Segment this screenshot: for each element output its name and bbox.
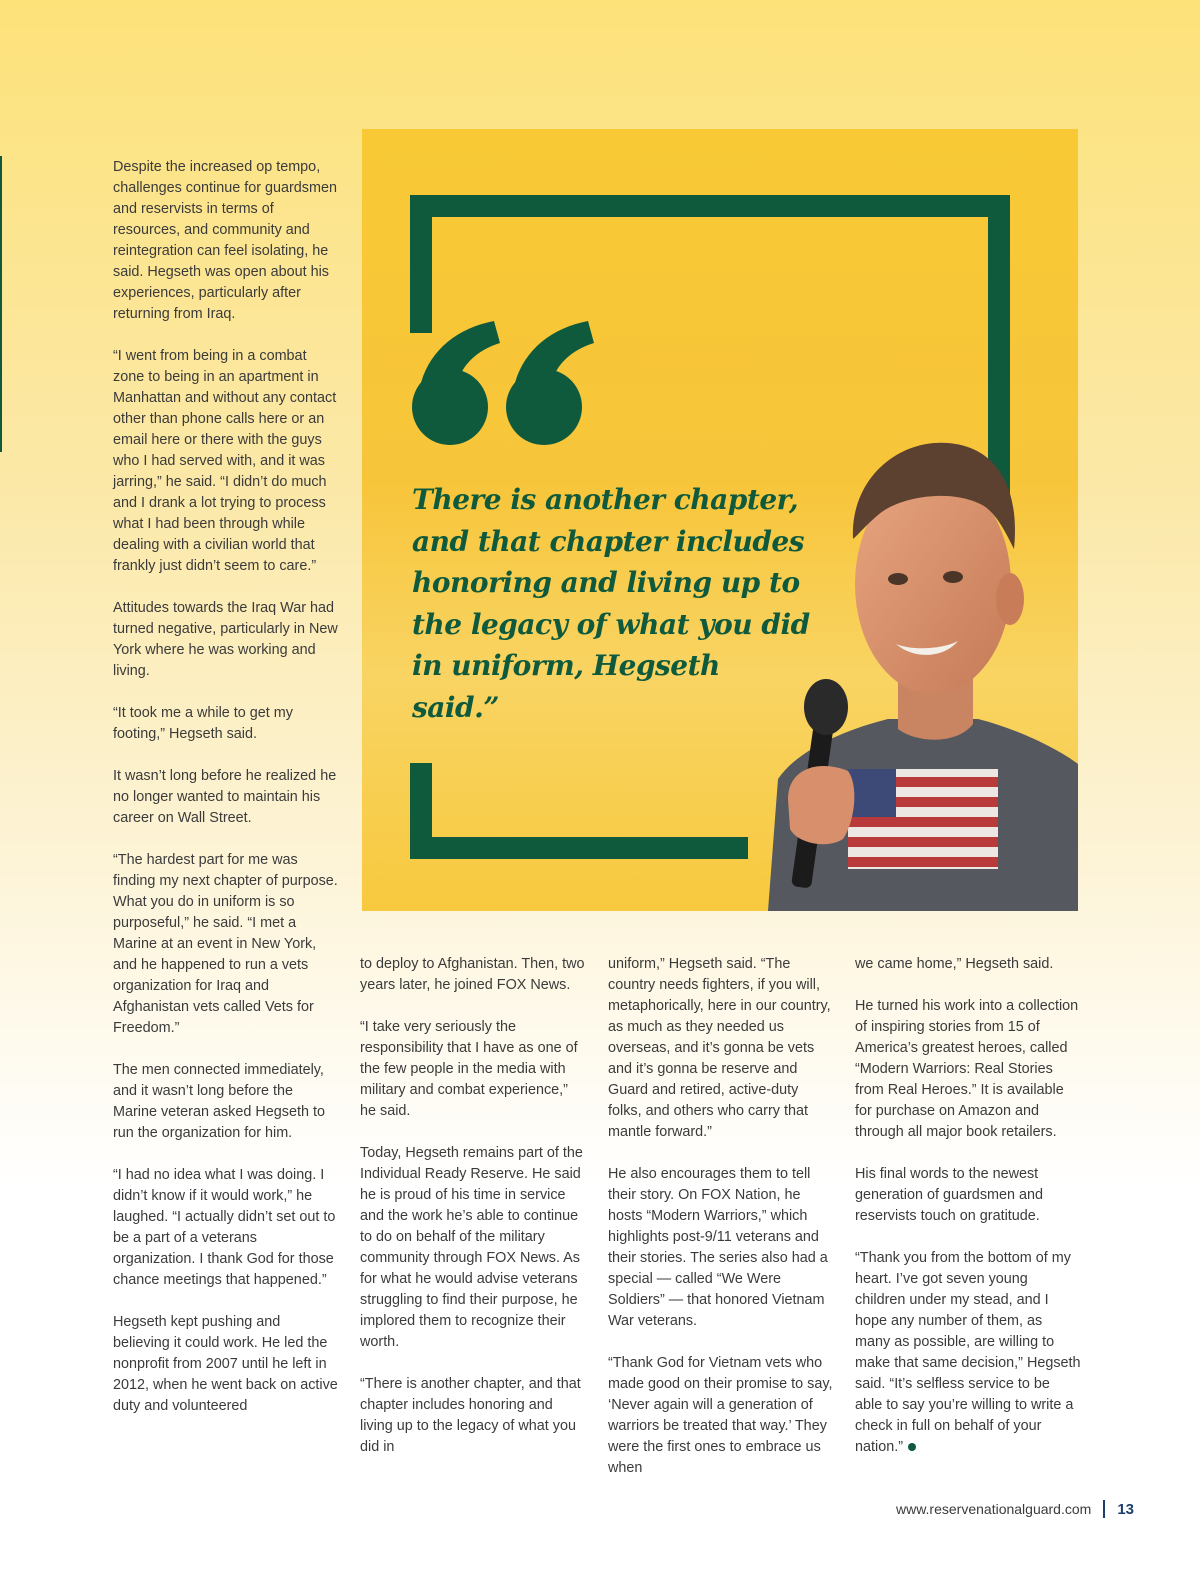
closing-quote-text: “Thank you from the bottom of my heart. I’ve got seven young children under my stead, and I hope any number of them, as many as possible, are willing to make that same decision,” Hegseth said. “It’s selfless service to be able to say you’re willing to write a check in full on behalf of your nation.” xyxy=(855,1250,1081,1455)
article-column-2 xyxy=(360,954,586,1458)
paragraph: Attitudes towards the Iraq War had turned negative, particularly in New York where he was working and living. xyxy=(113,600,338,679)
paragraph: He also encourages them to tell their story. On FOX Nation, he hosts “Modern Warriors,” which highlights post-9/11 veterans and their stories. The series also had a special — called “We Were Soldiers” — that honored Vietnam War veterans. xyxy=(608,1166,828,1329)
paragraph: “I had no idea what I was doing. I didn’t know if it would work,” he laughed. “I actually didn’t set out to be a part of a veterans organization. I thank God for those chance meetings that happened.” xyxy=(113,1167,336,1288)
paragraph: “I take very seriously the responsibility that I have as one of the few people in the media with military and combat experience,” he said. xyxy=(360,1019,578,1119)
footer-divider xyxy=(1103,1500,1105,1518)
page-number: 13 xyxy=(1117,1500,1134,1518)
paragraph: “Thank God for Vietnam vets who made good on their promise to say, ‘Never again will a generation of warriors be treated that way.’ They were the first ones to embrace us when xyxy=(608,1355,833,1476)
paragraph: His final words to the newest generation of guardsmen and reservists touch on gratitude. xyxy=(855,1166,1044,1224)
pull-quote-text: There is another chapter, and that chapter includes honoring and living up to the legacy of what you did in uniform, Hegseth said.” xyxy=(412,483,810,724)
quote-frame-top xyxy=(410,195,1006,217)
quote-frame-left-upper xyxy=(410,195,432,333)
open-quote-icon xyxy=(408,319,608,449)
article-column-3 xyxy=(608,954,834,1479)
paragraph: to deploy to Afghanistan. Then, two years later, he joined FOX News. xyxy=(360,956,585,993)
paragraph: uniform,” Hegseth said. “The country needs fighters, if you will, metaphorically, here in our country, as much as they needed us overseas, and it’s gonna be vets and it’s gonna be reserve and Guard and retired, active-duty folks, and others who carry that mantle forward.” xyxy=(608,956,831,1140)
pull-quote-panel xyxy=(362,129,1078,911)
paragraph: “It took me a while to get my footing,” Hegseth said. xyxy=(113,705,293,742)
article-column-1 xyxy=(113,157,339,1417)
paragraph: Hegseth kept pushing and believing it could work. He led the nonprofit from 2007 until he left in 2012, when he went back on active duty and volunteered xyxy=(113,1314,338,1414)
left-edge-rule xyxy=(0,156,2,452)
paragraph: we came home,” Hegseth said. xyxy=(855,956,1054,972)
page-footer xyxy=(896,1500,1134,1518)
quote-frame-bottom xyxy=(410,837,748,859)
paragraph: “I went from being in a combat zone to being in an apartment in Manhattan and without any contact other than phone calls here or an email here or there with the guys who I had served with, and it was jarring,” he said. “I didn’t do much and I drank a lot trying to process what I had been through while dealing with a civilian world that frankly just didn’t seem to care.” xyxy=(113,348,337,574)
end-mark-icon xyxy=(908,1443,916,1451)
paragraph: He turned his work into a collection of inspiring stories from 15 of America’s greatest heroes, called “Modern Warriors: Real Stories from Real Heroes.” It is available for purchase on Amazon and through all major book retailers. xyxy=(855,998,1079,1140)
speaker-photo xyxy=(758,419,1078,911)
footer-url-link[interactable]: www.reservenationalguard.com xyxy=(895,1501,1092,1517)
paragraph: Despite the increased op tempo, challenges continue for guardsmen and reservists in terms of resources, and community and reintegration can feel isolating, he said. Hegseth was open about his experiences, particularly after returning from Iraq. xyxy=(113,159,337,322)
article-column-4 xyxy=(855,954,1081,1458)
paragraph: The men connected immediately, and it wasn’t long before the Marine veteran asked Hegseth to run the organization for him. xyxy=(113,1062,325,1141)
paragraph: It wasn’t long before he realized he no longer wanted to maintain his career on Wall Street. xyxy=(113,768,337,826)
paragraph xyxy=(855,1248,1081,1458)
paragraph: “There is another chapter, and that chapter includes honoring and living up to the legacy of what you did in xyxy=(360,1376,581,1455)
paragraph: “The hardest part for me was finding my next chapter of purpose. What you do in uniform is so purposeful,” he said. “I met a Marine at an event in New York, and he happened to run a vets organization for Iraq and Afghanistan vets called Vets for Freedom.” xyxy=(113,852,338,1036)
paragraph: Today, Hegseth remains part of the Individual Ready Reserve. He said he is proud of his time in service and the work he’s able to continue to do on behalf of the military community through FOX News. As for what he would advise veterans struggling to find their purpose, he implored them to recognize their worth. xyxy=(360,1145,583,1350)
